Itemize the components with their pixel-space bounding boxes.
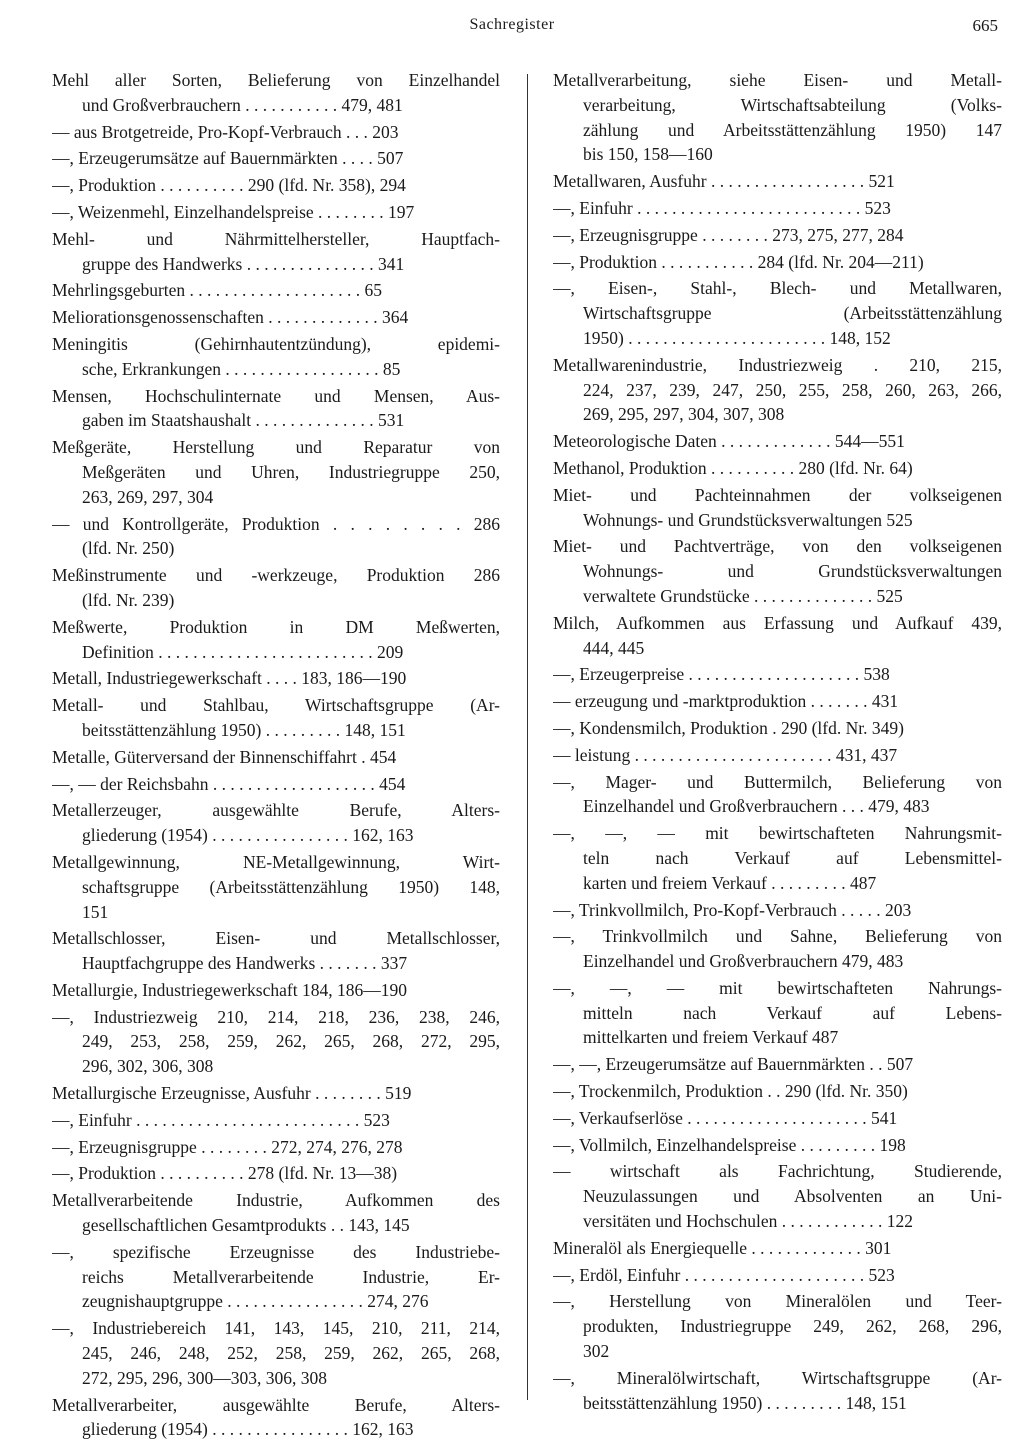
index-entry: [52, 120, 500, 145]
index-entry-line: Metall, Industriegewerkschaft . . . . 183, 186—190: [52, 668, 407, 689]
index-entry: [553, 1289, 1002, 1363]
index-entry-line: —, Erdöl, Einfuhr . . . . . . . . . . . . . . . . . . . . . 523: [553, 1264, 895, 1285]
index-entry-continuation: und Großverbrauchern . . . . . . . . . . . 479, 481: [82, 94, 403, 115]
index-entry: [52, 693, 500, 743]
index-entry-line: — und Kontrollgeräte, Produktion . . . . . . . . 286: [52, 513, 500, 534]
index-entry-continuation: bis 150, 158—160: [583, 144, 713, 165]
page-header: [0, 14, 1024, 42]
index-entry-line: —, Kondensmilch, Produktion . 290 (lfd. Nr. 349): [553, 717, 904, 738]
index-entry: [553, 483, 1002, 533]
index-entry: [553, 1236, 1002, 1261]
index-entry-continuation: teln nach Verkauf auf Lebensmittel-: [583, 847, 1002, 868]
index-entry: [553, 68, 1002, 167]
index-entry-line: Miet- und Pachteinnahmen der volkseigenen: [553, 484, 1002, 505]
index-entry: [553, 196, 1002, 221]
index-entry: [52, 146, 500, 171]
index-entry-line: —, Weizenmehl, Einzelhandelspreise . . . . . . . . 197: [52, 201, 415, 222]
index-entry-line: Meningitis (Gehirnhautentzündung), epidemi-: [52, 333, 500, 354]
index-entry-continuation: 296, 302, 306, 308: [82, 1056, 214, 1077]
index-entry-continuation: 269, 295, 297, 304, 307, 308: [583, 404, 785, 425]
index-entry-continuation: gesellschaftlichen Gesamtprodukts . . 143, 145: [82, 1215, 410, 1236]
index-entry-continuation: Einzelhandel und Großverbrauchern . . . 479, 483: [583, 796, 930, 817]
index-entry: [52, 200, 500, 225]
index-entry-line: Metallwarenindustrie, Industriezweig . 210, 215,: [553, 354, 1002, 375]
index-entry-line: —, Industriebereich 141, 143, 145, 210, 211, 214,: [52, 1318, 500, 1339]
index-entry-continuation: beitsstättenzählung 1950) . . . . . . . . . 148, 151: [82, 719, 406, 740]
index-entry-line: Metallurgie, Industriegewerkschaft 184, 186—190: [52, 979, 407, 1000]
index-entry-continuation: 249, 253, 258, 259, 262, 265, 268, 272, 295,: [82, 1031, 500, 1052]
index-entry-continuation: verarbeitung, Wirtschaftsabteilung (Volks-: [583, 94, 1002, 115]
index-entry: [553, 821, 1002, 895]
index-entry: [52, 666, 500, 691]
index-entry-line: —, Erzeugnisgruppe . . . . . . . . 273, 275, 277, 284: [553, 224, 904, 245]
index-entry-line: Mineralöl als Energiequelle . . . . . . . . . . . . . 301: [553, 1237, 892, 1258]
index-entry-line: Mehl- und Nährmittelhersteller, Hauptfach-: [52, 228, 500, 249]
index-entry: [553, 1366, 1002, 1416]
index-entry: [52, 563, 500, 613]
index-entry-line: Metallgewinnung, NE-Metallgewinnung, Wirt-: [52, 851, 500, 872]
index-entry-line: Metallurgische Erzeugnisse, Ausfuhr . . . . . . . . 519: [52, 1083, 412, 1104]
index-entry: [553, 716, 1002, 741]
index-entry-continuation: 245, 246, 248, 252, 258, 259, 262, 265, 268,: [82, 1343, 500, 1364]
index-entry: [52, 615, 500, 665]
index-entry: [553, 353, 1002, 427]
index-entry-continuation: Hauptfachgruppe des Handwerks . . . . . . . 337: [82, 953, 408, 974]
index-entry-line: Methanol, Produktion . . . . . . . . . . 280 (lfd. Nr. 64): [553, 457, 913, 478]
index-entry: [52, 1135, 500, 1160]
index-entry: [52, 332, 500, 382]
index-entry: [553, 976, 1002, 1050]
index-entry: [52, 1240, 500, 1314]
index-entry-line: —, Industriezweig 210, 214, 218, 236, 238, 246,: [52, 1006, 500, 1027]
index-entry-line: —, —, — mit bewirtschafteten Nahrungs-: [553, 977, 1002, 998]
index-entry-line: — wirtschaft als Fachrichtung, Studierende,: [553, 1161, 1002, 1182]
index-entry: [52, 1393, 500, 1443]
index-entry-continuation: 444, 445: [583, 637, 645, 658]
index-entry-line: Metallerzeuger, ausgewählte Berufe, Alters-: [52, 800, 500, 821]
index-entry-line: Metallwaren, Ausfuhr . . . . . . . . . . . . . . . . . . 521: [553, 171, 895, 192]
index-entry-continuation: schaftsgruppe (Arbeitsstättenzählung 1950) 148,: [82, 876, 500, 897]
index-entry-continuation: Wohnungs- und Grundstücksverwaltungen: [583, 561, 1002, 582]
index-entry: [52, 1188, 500, 1238]
index-entry-continuation: sche, Erkrankungen . . . . . . . . . . . . . . . . . . 85: [82, 358, 401, 379]
index-entry-line: —, Mager- und Buttermilch, Belieferung von: [553, 771, 1002, 792]
index-entry: [52, 384, 500, 434]
index-entry-continuation: verwaltete Grundstücke . . . . . . . . . . . . . . 525: [583, 585, 903, 606]
index-entry: [553, 223, 1002, 248]
index-entry-line: — erzeugung und -marktproduktion . . . . . . . 431: [553, 691, 899, 712]
index-entry: [52, 978, 500, 1003]
index-entry-continuation: mitteln nach Verkauf auf Lebens-: [583, 1002, 1002, 1023]
index-entry-continuation: 272, 295, 296, 300—303, 306, 308: [82, 1367, 327, 1388]
index-entry-line: —, —, Erzeugerumsätze auf Bauernmärkten . . 507: [553, 1054, 914, 1075]
index-entry-continuation: gliederung (1954) . . . . . . . . . . . . . . . . 162, 163: [82, 825, 414, 846]
index-entry-line: Milch, Aufkommen aus Erfassung und Aufkauf 439,: [553, 612, 1002, 633]
index-entry: [52, 68, 500, 118]
index-entry: [52, 1161, 500, 1186]
index-entry-continuation: 302: [583, 1341, 610, 1362]
index-entry: [553, 276, 1002, 350]
index-entry: [553, 1106, 1002, 1131]
index-entry-line: —, Erzeugerumsätze auf Bauernmärkten . . . . 507: [52, 148, 404, 169]
index-entry-continuation: Wohnungs- und Grundstücksverwaltungen 525: [583, 509, 913, 530]
index-entry-line: —, Herstellung von Mineralölen und Teer-: [553, 1291, 1002, 1312]
index-entry-line: Miet- und Pachtverträge, von den volkseigenen: [553, 536, 1002, 557]
index-entry: [553, 429, 1002, 454]
left-index-column: [52, 68, 500, 1444]
index-entry: [52, 173, 500, 198]
index-entry-continuation: reichs Metallverarbeitende Industrie, Er-: [82, 1266, 500, 1287]
index-entry-continuation: zeugnishauptgruppe . . . . . . . . . . . . . . . . 274, 276: [82, 1291, 429, 1312]
index-entry: [553, 1133, 1002, 1158]
index-entry-line: Meteorologische Daten . . . . . . . . . . . . . 544—551: [553, 431, 905, 452]
index-entry-continuation: zählung und Arbeitsstättenzählung 1950) 147: [583, 119, 1002, 140]
index-entry: [553, 1159, 1002, 1233]
index-entry-continuation: Neuzulassungen und Absolventen an Uni-: [583, 1186, 1002, 1207]
index-entry: [52, 305, 500, 330]
index-entry: [52, 512, 500, 562]
index-entry-line: —, Verkaufserlöse . . . . . . . . . . . . . . . . . . . . . 541: [553, 1107, 898, 1128]
index-entry-line: —, Trockenmilch, Produktion . . 290 (lfd. Nr. 350): [553, 1081, 908, 1102]
index-entry-continuation: mittelkarten und freiem Verkauf 487: [583, 1027, 839, 1048]
index-entry-line: —, Vollmilch, Einzelhandelspreise . . . . . . . . . 198: [553, 1134, 906, 1155]
index-entry-line: —, spezifische Erzeugnisse des Industriebe-: [52, 1241, 500, 1262]
index-entry-line: —, Produktion . . . . . . . . . . 278 (lfd. Nr. 13—38): [52, 1163, 398, 1184]
index-entry-line: Mensen, Hochschulinternate und Mensen, Aus-: [52, 385, 500, 406]
index-entry: [553, 662, 1002, 687]
index-entry: [52, 1316, 500, 1390]
index-entry-continuation: Meßgeräten und Uhren, Industriegruppe 250,: [82, 461, 500, 482]
index-entry-continuation: 151: [82, 901, 109, 922]
index-entry-continuation: gruppe des Handwerks . . . . . . . . . . . . . . . 341: [82, 253, 405, 274]
page-title: Sachregister: [469, 16, 555, 33]
index-entry: [52, 227, 500, 277]
index-entry-line: Metallverarbeiter, ausgewählte Berufe, Alters-: [52, 1394, 500, 1415]
index-entry: [553, 1052, 1002, 1077]
index-entry-line: Mehl aller Sorten, Belieferung von Einzelhandel: [52, 70, 500, 90]
index-entry-continuation: (lfd. Nr. 250): [82, 538, 175, 559]
index-entry-continuation: beitsstättenzählung 1950) . . . . . . . . . 148, 151: [583, 1392, 907, 1413]
index-entry: [553, 250, 1002, 275]
index-entry-line: Meßinstrumente und -werkzeuge, Produktion 286: [52, 565, 500, 586]
index-entry: [553, 924, 1002, 974]
index-entry: [52, 1081, 500, 1106]
index-entry: [553, 534, 1002, 608]
index-entry-line: —, Erzeugnisgruppe . . . . . . . . 272, 274, 276, 278: [52, 1136, 403, 1157]
index-entry-line: —, Mineralölwirtschaft, Wirtschaftsgruppe (Ar-: [553, 1367, 1002, 1388]
index-entry: [553, 611, 1002, 661]
index-entry: [52, 798, 500, 848]
index-entry-line: —, Trinkvollmilch und Sahne, Belieferung von: [553, 926, 1002, 947]
index-entry-line: —, Einfuhr . . . . . . . . . . . . . . . . . . . . . . . . . . 523: [553, 197, 891, 218]
index-entry-line: —, Trinkvollmilch, Pro-Kopf-Verbrauch . . . . . 203: [553, 899, 912, 920]
index-entry-line: Mehrlingsgeburten . . . . . . . . . . . . . . . . . . . . 65: [52, 280, 383, 301]
index-entry: [553, 456, 1002, 481]
page-number: 665: [972, 16, 998, 35]
index-entry: [553, 689, 1002, 714]
index-entry-line: —, Erzeugerpreise . . . . . . . . . . . . . . . . . . . . 538: [553, 664, 890, 685]
index-entry-continuation: Einzelhandel und Großverbrauchern 479, 483: [583, 951, 904, 972]
index-entry-line: —, Produktion . . . . . . . . . . 290 (lfd. Nr. 358), 294: [52, 175, 406, 196]
index-entry-line: Metall- und Stahlbau, Wirtschaftsgruppe (Ar-: [52, 695, 500, 716]
index-entry-line: —, Eisen-, Stahl-, Blech- und Metallwaren,: [553, 278, 1002, 299]
index-entry-continuation: versitäten und Hochschulen . . . . . . . . . . . . 122: [583, 1211, 914, 1232]
index-entry-continuation: gliederung (1954) . . . . . . . . . . . . . . . . 162, 163: [82, 1419, 414, 1440]
index-entry: [553, 1079, 1002, 1104]
index-entry-line: — aus Brotgetreide, Pro-Kopf-Verbrauch . . . 203: [52, 121, 399, 142]
index-entry-line: Metallverarbeitende Industrie, Aufkommen des: [52, 1190, 500, 1211]
index-entry: [52, 745, 500, 770]
index-entry-continuation: karten und freiem Verkauf . . . . . . . . . 487: [583, 872, 877, 893]
index-entry: [52, 926, 500, 976]
index-entry-line: Meßwerte, Produktion in DM Meßwerten,: [52, 616, 500, 637]
index-entry-line: Metallschlosser, Eisen- und Metallschlosser,: [52, 928, 500, 949]
index-entry-continuation: 224, 237, 239, 247, 250, 255, 258, 260, 263, 266,: [583, 379, 1002, 400]
index-entry-line: —, —, — mit bewirtschafteten Nahrungsmit-: [553, 823, 1002, 844]
index-entry-continuation: (lfd. Nr. 239): [82, 589, 175, 610]
index-entry-line: —, Einfuhr . . . . . . . . . . . . . . . . . . . . . . . . . . 523: [52, 1109, 390, 1130]
index-entry: [553, 898, 1002, 923]
index-entry-line: Metallverarbeitung, siehe Eisen- und Metall-: [553, 70, 1002, 90]
index-entry: [553, 169, 1002, 194]
index-entry-line: Metalle, Güterversand der Binnenschiffahrt . 454: [52, 746, 397, 767]
index-entry-continuation: produkten, Industriegruppe 249, 262, 268, 296,: [583, 1316, 1002, 1337]
index-entry: [553, 770, 1002, 820]
index-entry-continuation: 263, 269, 297, 304: [82, 486, 214, 507]
index-entry-line: Meliorationsgenossenschaften . . . . . . . . . . . . . 364: [52, 307, 409, 328]
index-entry-continuation: gaben im Staatshaushalt . . . . . . . . . . . . . . 531: [82, 410, 405, 431]
index-entry-continuation: 1950) . . . . . . . . . . . . . . . . . . . . . . . 148, 152: [583, 327, 891, 348]
index-entry: [52, 1108, 500, 1133]
index-entry-line: —, Produktion . . . . . . . . . . . 284 (lfd. Nr. 204—211): [553, 251, 924, 272]
index-entry: [52, 1005, 500, 1079]
index-entry: [52, 435, 500, 509]
index-entry-continuation: Wirtschaftsgruppe (Arbeitsstättenzählung: [583, 303, 1002, 324]
index-entry: [553, 1263, 1002, 1288]
index-entry-line: — leistung . . . . . . . . . . . . . . . . . . . . . . . 431, 437: [553, 744, 898, 765]
index-entry-continuation: Definition . . . . . . . . . . . . . . . . . . . . . . . . . 209: [82, 641, 404, 662]
column-divider: [527, 74, 528, 1400]
right-index-column: [553, 68, 1002, 1417]
index-entry: [52, 850, 500, 924]
index-entry: [52, 772, 500, 797]
index-entry: [553, 743, 1002, 768]
index-entry-line: Meßgeräte, Herstellung und Reparatur von: [52, 437, 500, 458]
index-entry: [52, 278, 500, 303]
index-entry-line: —, — der Reichsbahn . . . . . . . . . . . . . . . . . . . 454: [52, 773, 406, 794]
